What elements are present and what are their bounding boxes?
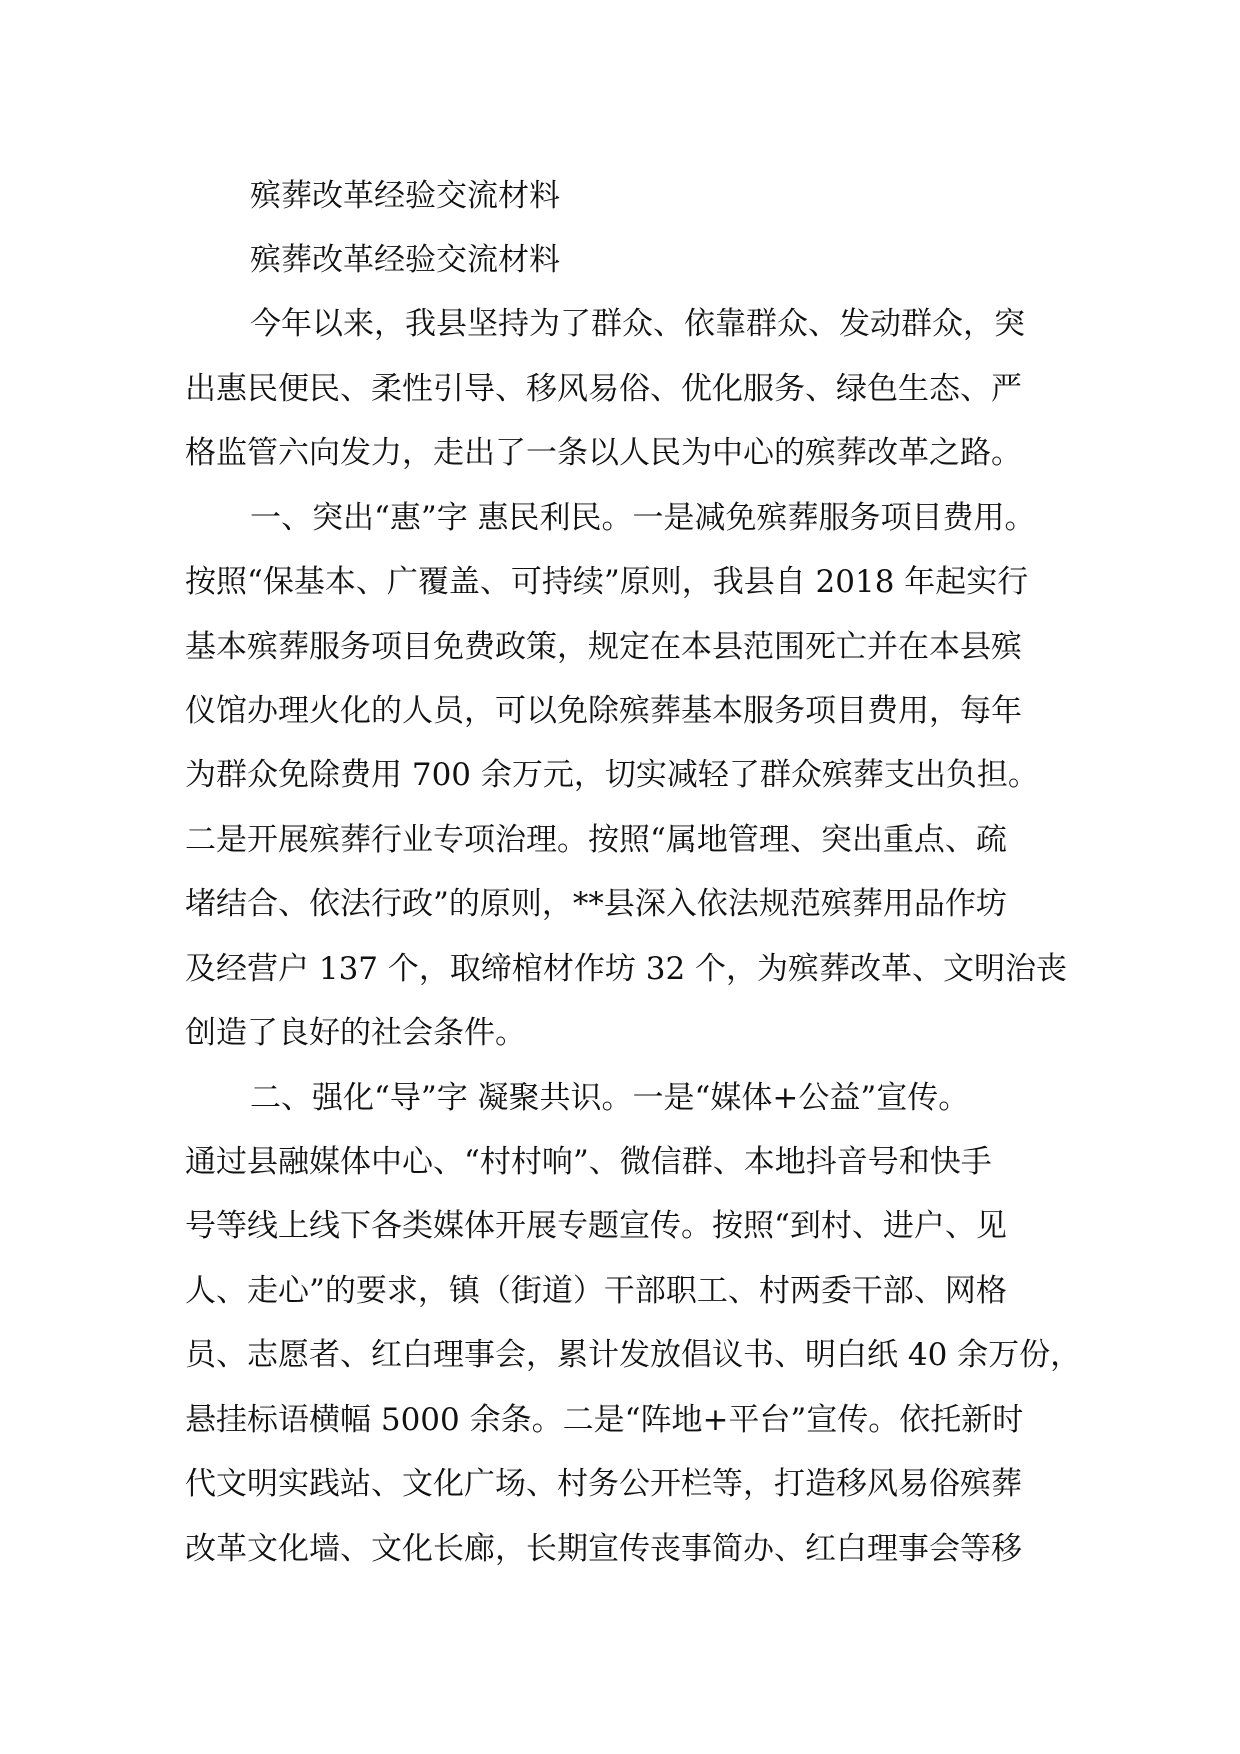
body-line: 改革文化墙、文化长廊，长期宣传丧事简办、红白理事会等移 [185, 1531, 1022, 1567]
body-line: 创造了良好的社会条件。 [185, 1015, 526, 1051]
body-line: 人、走心”的要求，镇（街道）干部职工、村两委干部、网格 [185, 1273, 1007, 1309]
body-line: 号等线上线下各类媒体开展专题宣传。按照“到村、进户、见 [185, 1208, 1007, 1244]
section-heading-line: 二、强化“导”字 凝聚共识。一是“媒体+公益”宣传。 [250, 1080, 970, 1116]
body-line: 代文明实践站、文化广场、村务公开栏等，打造移风易俗殡葬 [185, 1466, 1022, 1502]
body-line: 仪馆办理火化的人员，可以免除殡葬基本服务项目费用，每年 [185, 693, 1022, 729]
body-line: 悬挂标语横幅 5000 余条。二是“阵地+平台”宣传。依托新时 [185, 1402, 1024, 1438]
body-line: 通过县融媒体中心、“村村响”、微信群、本地抖音号和快手 [185, 1144, 992, 1180]
body-line: 按照“保基本、广覆盖、可持续”原则，我县自 2018 年起实行 [185, 564, 1029, 600]
body-line: 出惠民便民、柔性引导、移风易俗、优化服务、绿色生态、严 [185, 371, 1022, 407]
section-heading-line: 一、突出“惠”字 惠民利民。一是减免殡葬服务项目费用。 [250, 500, 1036, 536]
body-line: 堵结合、依法行政”的原则，**县深入依法规范殡葬用品作坊 [185, 886, 1007, 922]
document-title: 殡葬改革经验交流材料 [250, 178, 560, 214]
body-line: 今年以来，我县坚持为了群众、依靠群众、发动群众，突 [250, 306, 1025, 342]
body-line: 二是开展殡葬行业专项治理。按照“属地管理、突出重点、疏 [185, 822, 1007, 858]
body-line: 为群众免除费用 700 余万元，切实减轻了群众殡葬支出负担。 [185, 757, 1039, 793]
body-line: 员、志愿者、红白理事会，累计发放倡议书、明白纸 40 余万份， [185, 1337, 1082, 1373]
body-line: 格监管六向发力，走出了一条以人民为中心的殡葬改革之路。 [185, 435, 1022, 471]
document-subtitle: 殡葬改革经验交流材料 [250, 242, 560, 278]
body-line: 基本殡葬服务项目免费政策，规定在本县范围死亡并在本县殡 [185, 629, 1022, 665]
body-line: 及经营户 137 个，取缔棺材作坊 32 个，为殡葬改革、文明治丧 [185, 951, 1068, 987]
